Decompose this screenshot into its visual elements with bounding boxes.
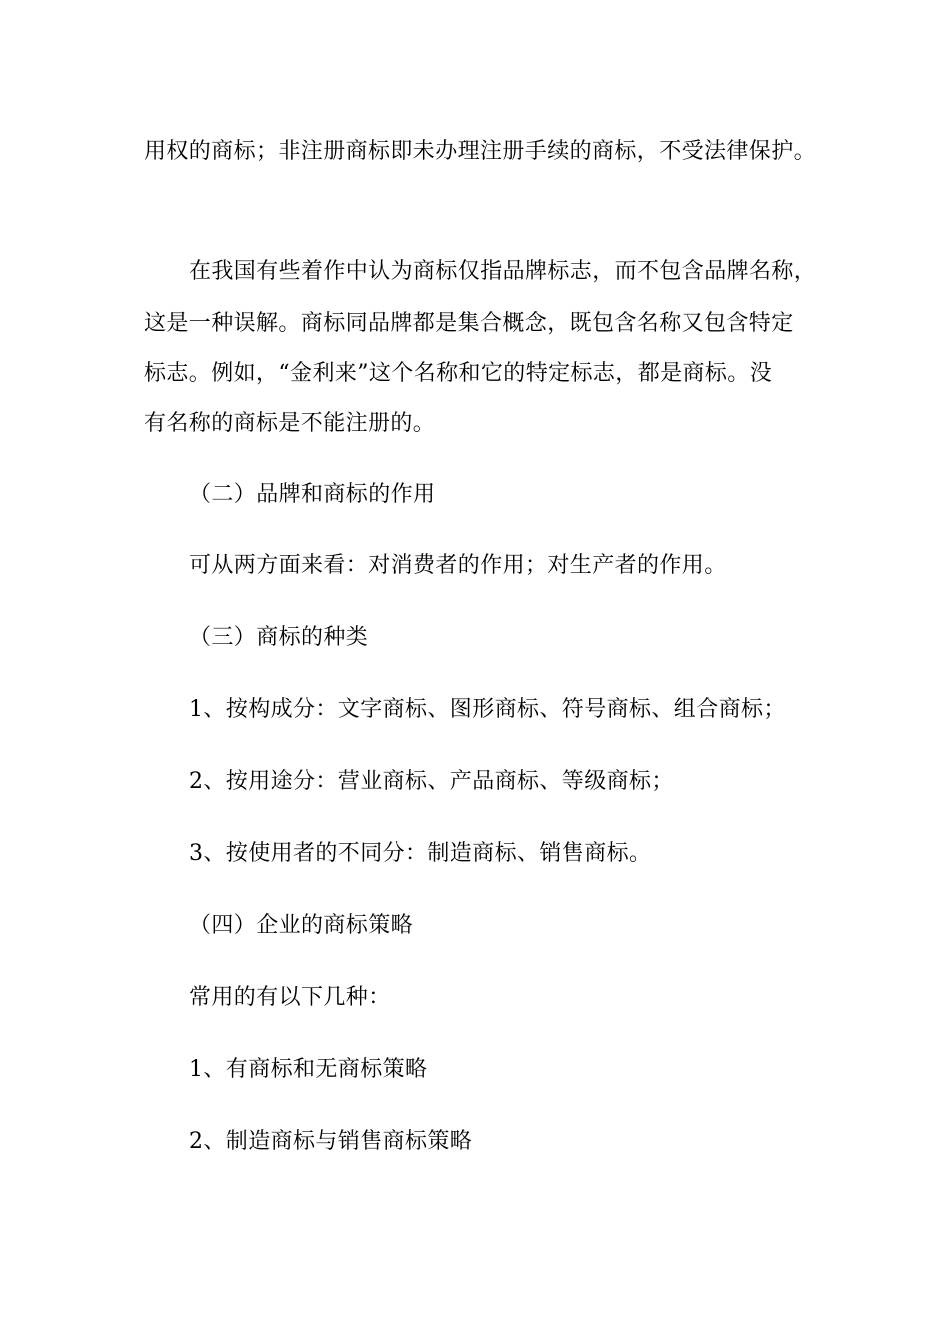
section2-text: 可从两方面来看：对消费者的作用；对生产者的作用。 xyxy=(189,553,727,578)
section3-item: 2、按用途分：营业商标、产品商标、等级商标； xyxy=(189,769,674,794)
section3-heading: （三）商标的种类 xyxy=(189,625,369,650)
section4-item: 2、制造商标与销售商标策略 xyxy=(189,1129,473,1154)
section3-item: 1、按构成分：文字商标、图形商标、符号商标、组合商标； xyxy=(189,697,786,722)
section2-heading: （二）品牌和商标的作用 xyxy=(189,482,436,507)
paragraph1-line4: 有名称的商标是不能注册的。 xyxy=(144,411,436,436)
paragraph1-line2: 这是一种误解。商标同品牌都是集合概念，既包含名称又包含特定 xyxy=(144,311,794,336)
paragraph1-line1: 在我国有些着作中认为商标仅指品牌标志，而不包含品牌名称， xyxy=(189,259,817,284)
continuation-line: 用权的商标；非注册商标即未办理注册手续的商标，不受法律保护。 xyxy=(144,139,817,164)
section4-heading: （四）企业的商标策略 xyxy=(189,913,414,938)
section3-item: 3、按使用者的不同分：制造商标、销售商标。 xyxy=(189,841,652,866)
section4-item: 1、有商标和无商标策略 xyxy=(189,1057,428,1082)
section4-intro: 常用的有以下几种： xyxy=(189,985,391,1010)
paragraph1-line3: 标志。例如，“金利来”这个名称和它的特定标志，都是商标。没 xyxy=(144,361,773,386)
